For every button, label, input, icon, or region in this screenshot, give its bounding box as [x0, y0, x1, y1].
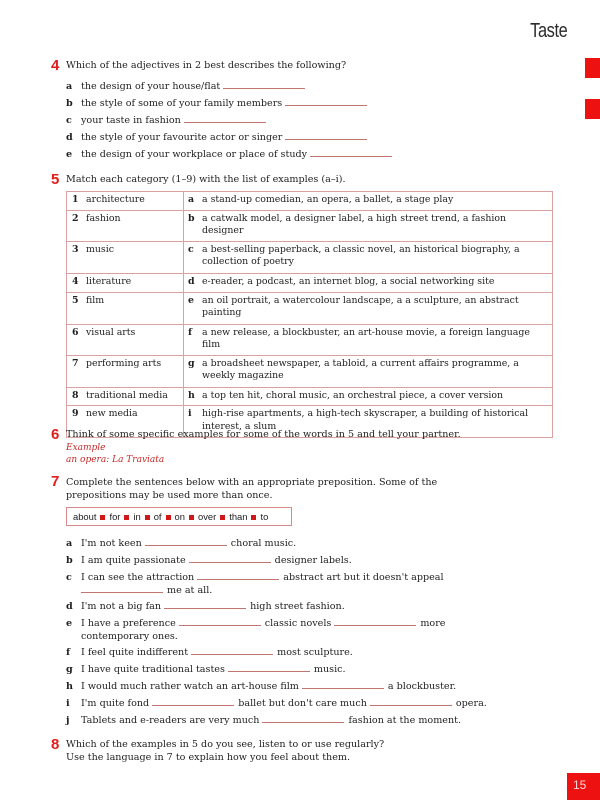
preposition-word: over [197, 511, 217, 522]
example-list: a best-selling paperback, a classic novel, an historical biography, a collection of poetry [202, 243, 520, 267]
preposition-word: to [260, 511, 269, 522]
sentence-part: I'm quite fond [81, 698, 150, 709]
exercise-7-item [66, 663, 346, 676]
item-letter: b [66, 555, 73, 566]
sentence-part: most sculpture. [277, 647, 353, 658]
side-tab-marker [585, 58, 600, 78]
question-line: Complete the sentences below with an appropriate preposition. Some of the [66, 477, 438, 488]
category-cell [67, 241, 184, 273]
exercise-5-question: Match each category (1–9) with the list of examples (a–i). [66, 174, 346, 185]
sentence-part: fashion at the moment. [348, 715, 462, 726]
item-letter: a [66, 538, 73, 549]
exercise-number: 4 [51, 57, 60, 74]
sentence-part: me at all. [167, 585, 213, 596]
matching-row [67, 355, 553, 387]
example-letter: e [188, 294, 194, 306]
example-letter: a [188, 194, 195, 205]
matching-row [67, 241, 553, 273]
matching-row [67, 292, 553, 324]
sentence-part: I'm not keen [81, 538, 142, 549]
answer-blank[interactable] [184, 121, 266, 123]
examples-cell [184, 387, 553, 406]
preposition-word-box [66, 507, 292, 526]
item-text: the style of some of your family members [81, 98, 283, 109]
examples-cell [184, 292, 553, 324]
item-text: your taste in fashion [81, 115, 181, 126]
page-number: 15 [567, 773, 600, 800]
answer-blank[interactable] [81, 591, 163, 593]
answer-blank[interactable] [189, 561, 271, 563]
category-number: 7 [72, 357, 79, 369]
item-letter: i [66, 698, 70, 709]
category-name: performing arts [86, 357, 162, 369]
sentence-part: contemporary ones. [81, 631, 178, 642]
sentence-part: ballet but don't care much [238, 698, 367, 709]
exercise-4-item [66, 114, 270, 127]
matching-row [67, 210, 553, 241]
category-cell [67, 355, 184, 387]
example-label: Example [66, 443, 106, 453]
item-letter: e [66, 149, 73, 160]
exercise-4-question: Which of the adjectives in 2 best describes the following? [66, 60, 347, 71]
exercise-7-item [66, 554, 352, 567]
category-number: 3 [72, 243, 79, 255]
example-letter: h [188, 389, 195, 401]
category-name: music [86, 243, 114, 255]
exercise-4-item [66, 131, 371, 144]
exercise-number: 6 [51, 426, 60, 443]
matching-row [67, 324, 553, 355]
sentence-part: high street fashion. [250, 601, 345, 612]
bullet-square-icon [251, 515, 256, 520]
answer-blank[interactable] [197, 578, 279, 580]
item-letter: c [66, 115, 72, 126]
item-letter: b [66, 98, 73, 109]
examples-cell [184, 324, 553, 355]
answer-blank[interactable] [370, 704, 452, 706]
unit-title: Taste [529, 20, 567, 42]
question-line: Use the language in 7 to explain how you feel about them. [66, 752, 351, 763]
answer-blank[interactable] [302, 687, 384, 689]
item-letter: a [66, 81, 73, 92]
bullet-square-icon [145, 515, 150, 520]
example-list: a stand-up comedian, an opera, a ballet, a stage play [202, 194, 454, 205]
category-cell [67, 273, 184, 292]
answer-blank[interactable] [262, 721, 344, 723]
exercise-4-item [66, 97, 371, 110]
bullet-square-icon [220, 515, 225, 520]
answer-blank[interactable] [223, 87, 305, 89]
exercise-4-item [66, 148, 396, 161]
exercise-7-item [66, 646, 353, 659]
preposition-word: on [174, 511, 185, 522]
sentence-part: I can see the attraction [81, 572, 195, 583]
sentence-part: classic novels [264, 618, 332, 629]
preposition-word: than [229, 511, 248, 522]
exercise-6-question: Think of some specific examples for some of the words in 5 and tell your partner. [66, 429, 461, 440]
answer-blank[interactable] [145, 544, 227, 546]
matching-row [67, 192, 553, 211]
category-cell [67, 387, 184, 406]
sentence-part: opera. [455, 698, 487, 709]
question-line: prepositions may be used more than once. [66, 490, 273, 501]
example-letter: g [188, 357, 195, 369]
question-line: Which of the examples in 5 do you see, listen to or use regularly? [66, 739, 385, 750]
sentence-part: I am quite passionate [81, 555, 186, 566]
item-letter: f [66, 647, 71, 658]
example-list: an oil portrait, a watercolour landscape, a a sculpture, an abstract painting [202, 294, 519, 318]
example-list: a catwalk model, a designer label, a high street trend, a fashion designer [202, 212, 507, 236]
example-list: a new release, a blockbuster, an art-house movie, a foreign language film [202, 326, 530, 350]
exercise-7-item [66, 714, 461, 727]
item-letter: g [66, 664, 73, 675]
preposition-word: about [73, 511, 97, 522]
example-list: a broadsheet newspaper, a tabloid, a current affairs programme, a weekly magazine [202, 357, 519, 381]
example-list: high-rise apartments, a high-tech skyscraper, a building of historical interest, a slum [202, 408, 529, 432]
category-name: film [86, 294, 105, 306]
category-number: 9 [72, 408, 79, 419]
examples-cell [184, 355, 553, 387]
sentence-part: I have quite traditional tastes [81, 664, 225, 675]
sentence-part: I feel quite indifferent [81, 647, 189, 658]
sentence-part: choral music. [230, 538, 297, 549]
example-letter: d [188, 275, 195, 287]
example-list: e-reader, a podcast, an internet blog, a social networking site [202, 275, 495, 287]
answer-blank[interactable] [310, 155, 392, 157]
item-text: the style of your favourite actor or singer [81, 132, 283, 143]
exercise-number: 8 [51, 736, 60, 753]
example-list: a top ten hit, choral music, an orchestral piece, a cover version [202, 389, 504, 401]
exercise-7-item [66, 537, 296, 550]
answer-blank[interactable] [228, 670, 310, 672]
category-name: literature [86, 275, 132, 287]
examples-cell [184, 241, 553, 273]
category-cell [67, 292, 184, 324]
exercise-number: 7 [51, 473, 60, 490]
sentence-part: Tablets and e-readers are very much [81, 715, 260, 726]
exercise-7-item [66, 571, 444, 597]
category-cell [67, 324, 184, 355]
bullet-square-icon [189, 515, 194, 520]
exercise-7-item [66, 680, 456, 693]
answer-blank[interactable] [164, 607, 246, 609]
matching-row [67, 387, 553, 406]
preposition-word: for [109, 511, 121, 522]
sentence-part: a blockbuster. [387, 681, 457, 692]
example-text: an opera: La Traviata [66, 455, 165, 465]
answer-blank[interactable] [285, 104, 367, 106]
exercise-7-item [66, 617, 445, 643]
matching-table [66, 191, 553, 438]
answer-blank[interactable] [179, 624, 261, 626]
sentence-part: I'm not a big fan [81, 601, 162, 612]
bullet-square-icon [100, 515, 105, 520]
examples-cell [184, 210, 553, 241]
preposition-word: of [153, 511, 162, 522]
exercise-7-item [66, 697, 487, 710]
item-letter: d [66, 601, 73, 612]
category-cell [67, 192, 184, 211]
exercise-number: 5 [51, 171, 60, 188]
category-name: architecture [86, 194, 145, 205]
category-number: 8 [72, 389, 79, 401]
example-letter: b [188, 212, 195, 224]
sentence-part: I would much rather watch an art-house film [81, 681, 299, 692]
item-letter: e [66, 618, 73, 629]
category-name: fashion [86, 212, 121, 224]
sentence-part: more [420, 618, 446, 629]
item-text: the design of your workplace or place of study [81, 149, 308, 160]
sentence-part: I have a preference [81, 618, 176, 629]
item-letter: j [66, 715, 70, 726]
exercise-7-item [66, 600, 345, 613]
answer-blank[interactable] [152, 704, 234, 706]
matching-row [67, 273, 553, 292]
category-number: 2 [72, 212, 79, 224]
category-name: new media [86, 408, 138, 419]
sentence-part: music. [313, 664, 346, 675]
category-number: 6 [72, 326, 79, 338]
category-number: 5 [72, 294, 79, 306]
example-letter: f [188, 326, 193, 338]
sentence-part: designer labels. [274, 555, 352, 566]
item-letter: c [66, 572, 72, 583]
examples-cell [184, 192, 553, 211]
category-number: 4 [72, 275, 79, 287]
item-letter: d [66, 132, 73, 143]
answer-blank[interactable] [334, 624, 416, 626]
bullet-square-icon [124, 515, 129, 520]
answer-blank[interactable] [285, 138, 367, 140]
exercise-4-item [66, 80, 309, 93]
category-number: 1 [72, 194, 79, 205]
example-letter: c [188, 243, 194, 255]
example-block [66, 442, 164, 466]
item-letter: h [66, 681, 73, 692]
examples-cell [184, 273, 553, 292]
bullet-square-icon [166, 515, 171, 520]
preposition-word: in [133, 511, 141, 522]
exercise-7-question [66, 476, 437, 502]
exercise-8-question [66, 738, 384, 764]
answer-blank[interactable] [191, 653, 273, 655]
category-name: visual arts [86, 326, 136, 338]
side-tab-marker [585, 99, 600, 119]
example-letter: i [188, 408, 192, 419]
category-cell [67, 210, 184, 241]
item-text: the design of your house/flat [81, 81, 221, 92]
sentence-part: abstract art but it doesn't appeal [283, 572, 444, 583]
category-name: traditional media [86, 389, 168, 401]
